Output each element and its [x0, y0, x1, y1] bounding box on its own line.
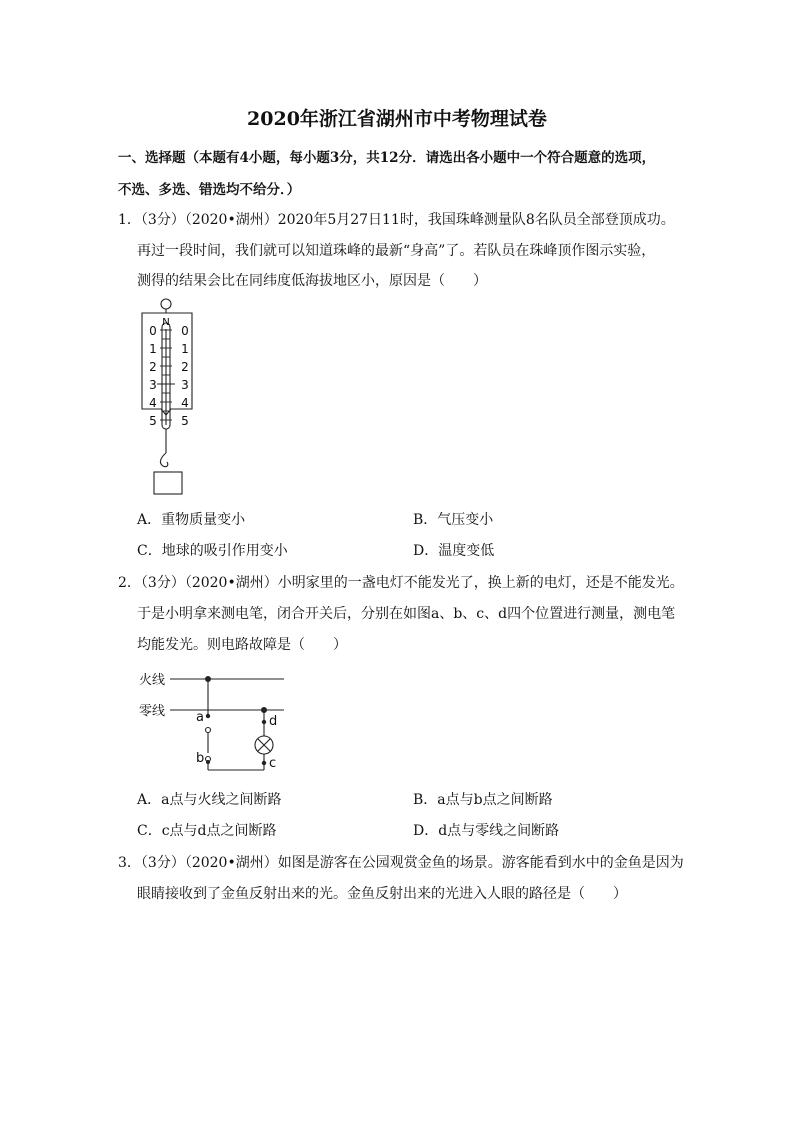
- point-d-label: d: [269, 714, 278, 729]
- q2-option-a: A．a点与火线之间断路: [137, 792, 282, 808]
- q1-option-b: B．气压变小: [413, 512, 494, 528]
- q2-option-d: D．d点与零线之间断路: [413, 823, 560, 839]
- scale-left-label: 1: [149, 342, 157, 356]
- scale-left-label: 2: [149, 360, 157, 374]
- live-wire-label: 火线: [139, 673, 166, 688]
- scale-left-label: 0: [149, 324, 157, 338]
- q1-line1: 1．（3分）（2020•湖州）2020年5月27日11时，我国珠峰测量队8名队员全部登顶成功。: [118, 212, 675, 228]
- section-heading-line2: 不选、多选、错选均不给分．）: [118, 182, 301, 198]
- q1-line2: 再过一段时间，我们就可以知道珠峰的最新“身高”了。若队员在珠峰顶作图示实验，: [137, 243, 656, 259]
- scale-right-label: 2: [181, 360, 189, 374]
- scale-left-label: 4: [149, 396, 157, 410]
- scale-right-label: 4: [181, 396, 189, 410]
- point-a-label: a: [196, 710, 204, 725]
- q1-option-a: A．重物质量变小: [137, 512, 246, 528]
- scale-right-label: 1: [181, 342, 189, 356]
- page-title: 2020年浙江省湖州市中考物理试卷: [247, 108, 547, 130]
- q2-line2: 于是小明拿来测电笔，闭合开关后，分别在如图a、b、c、d四个位置进行测量，测电笔: [137, 606, 676, 622]
- circuit-figure: [136, 663, 296, 779]
- section-heading-line1: 一、选择题（本题有4小题，每小题3分，共12分．请选出各小题中一个符合题意的选项，: [118, 150, 656, 166]
- neutral-wire-label: 零线: [139, 704, 166, 719]
- scale-left-label: 5: [149, 414, 157, 428]
- point-b-label: b: [196, 751, 205, 766]
- q2-line3: 均能发光。则电路故障是（ ）: [137, 637, 347, 653]
- scale-left-label: 3: [149, 378, 157, 392]
- q1-option-d: D．温度变低: [413, 543, 495, 559]
- scale-right-label: 3: [181, 378, 189, 392]
- scale-right-label: 0: [181, 324, 189, 338]
- q3-line1: 3．（3分）（2020•湖州）如图是游客在公园观赏金鱼的场景。游客能看到水中的金鱼是因为: [118, 855, 684, 871]
- q2-option-c: C．c点与d点之间断路: [137, 823, 277, 839]
- scale-right-label: 5: [181, 414, 189, 428]
- scale-unit-label: N: [162, 317, 170, 328]
- q2-option-b: B．a点与b点之间断路: [413, 792, 553, 808]
- q1-option-c: C．地球的吸引作用变小: [137, 543, 288, 559]
- q2-line1: 2．（3分）（2020•湖州）小明家里的一盏电灯不能发光了，换上新的电灯，还是不能发光。: [118, 575, 684, 591]
- q1-line3: 测得的结果会比在同纬度低海拔地区小，原因是（ ）: [137, 273, 487, 289]
- point-c-label: c: [269, 756, 277, 771]
- q3-line2: 眼睛接收到了金鱼反射出来的光。金鱼反射出来的光进入人眼的路径是（ ）: [137, 886, 627, 902]
- spring-scale-figure: [135, 293, 205, 503]
